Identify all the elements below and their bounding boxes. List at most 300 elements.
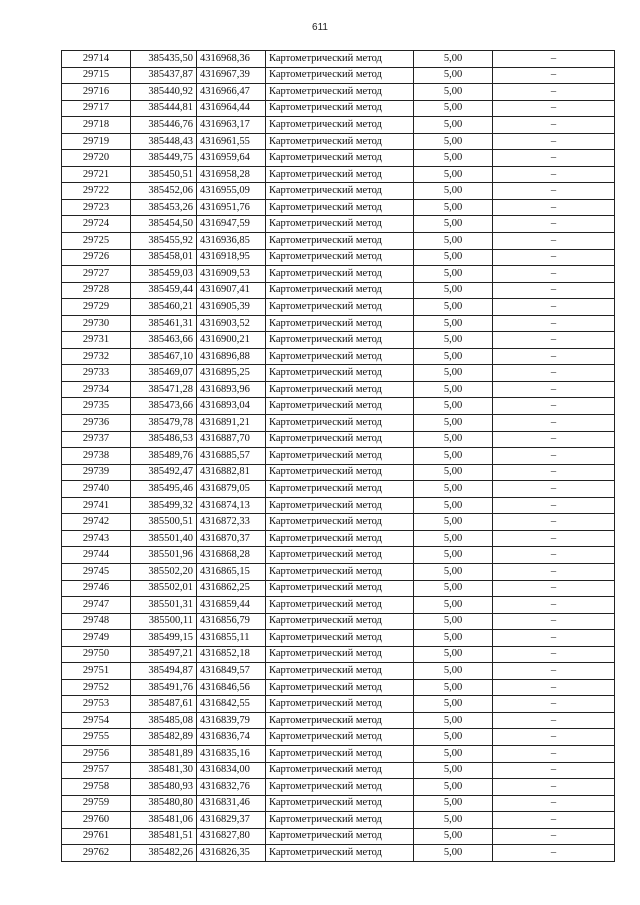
accuracy-cell: 5,00	[414, 795, 493, 812]
table-row	[62, 150, 615, 167]
method-cell: Картометрический метод	[266, 332, 414, 349]
accuracy-cell: 5,00	[414, 663, 493, 680]
note-cell: –	[493, 67, 615, 84]
x-coordinate-cell: 385481,30	[131, 762, 197, 779]
note-cell: –	[493, 133, 615, 150]
y-coordinate-cell: 4316865,15	[197, 563, 266, 580]
x-coordinate-cell: 385481,89	[131, 745, 197, 762]
y-coordinate-cell: 4316903,52	[197, 315, 266, 332]
accuracy-cell: 5,00	[414, 398, 493, 415]
table-row	[62, 415, 615, 432]
accuracy-cell: 5,00	[414, 431, 493, 448]
y-coordinate-cell: 4316885,57	[197, 448, 266, 465]
y-coordinate-cell: 4316826,35	[197, 845, 266, 862]
y-coordinate-cell: 4316955,09	[197, 183, 266, 200]
accuracy-cell: 5,00	[414, 514, 493, 531]
note-cell: –	[493, 150, 615, 167]
accuracy-cell: 5,00	[414, 166, 493, 183]
method-cell: Картометрический метод	[266, 779, 414, 796]
accuracy-cell: 5,00	[414, 845, 493, 862]
note-cell: –	[493, 199, 615, 216]
x-coordinate-cell: 385459,03	[131, 266, 197, 283]
note-cell: –	[493, 481, 615, 498]
point-number-cell: 29762	[62, 845, 131, 862]
note-cell: –	[493, 795, 615, 812]
note-cell: –	[493, 745, 615, 762]
table-row	[62, 348, 615, 365]
accuracy-cell: 5,00	[414, 415, 493, 432]
x-coordinate-cell: 385444,81	[131, 100, 197, 117]
method-cell: Картометрический метод	[266, 199, 414, 216]
point-number-cell: 29738	[62, 448, 131, 465]
table-row	[62, 448, 615, 465]
point-number-cell: 29728	[62, 282, 131, 299]
note-cell: –	[493, 266, 615, 283]
y-coordinate-cell: 4316907,41	[197, 282, 266, 299]
x-coordinate-cell: 385481,06	[131, 812, 197, 829]
accuracy-cell: 5,00	[414, 547, 493, 564]
note-cell: –	[493, 415, 615, 432]
table-row	[62, 365, 615, 382]
accuracy-cell: 5,00	[414, 729, 493, 746]
method-cell: Картометрический метод	[266, 812, 414, 829]
method-cell: Картометрический метод	[266, 67, 414, 84]
accuracy-cell: 5,00	[414, 745, 493, 762]
point-number-cell: 29751	[62, 663, 131, 680]
method-cell: Картометрический метод	[266, 84, 414, 101]
accuracy-cell: 5,00	[414, 299, 493, 316]
note-cell: –	[493, 183, 615, 200]
y-coordinate-cell: 4316963,17	[197, 117, 266, 134]
x-coordinate-cell: 385435,50	[131, 51, 197, 68]
x-coordinate-cell: 385495,46	[131, 481, 197, 498]
point-number-cell: 29752	[62, 679, 131, 696]
method-cell: Картометрический метод	[266, 117, 414, 134]
method-cell: Картометрический метод	[266, 845, 414, 862]
point-number-cell: 29717	[62, 100, 131, 117]
method-cell: Картометрический метод	[266, 216, 414, 233]
method-cell: Картометрический метод	[266, 233, 414, 250]
accuracy-cell: 5,00	[414, 117, 493, 134]
y-coordinate-cell: 4316967,39	[197, 67, 266, 84]
note-cell: –	[493, 779, 615, 796]
method-cell: Картометрический метод	[266, 762, 414, 779]
y-coordinate-cell: 4316893,96	[197, 381, 266, 398]
x-coordinate-cell: 385500,51	[131, 514, 197, 531]
y-coordinate-cell: 4316905,39	[197, 299, 266, 316]
accuracy-cell: 5,00	[414, 150, 493, 167]
accuracy-cell: 5,00	[414, 828, 493, 845]
note-cell: –	[493, 166, 615, 183]
x-coordinate-cell: 385494,87	[131, 663, 197, 680]
x-coordinate-cell: 385492,47	[131, 464, 197, 481]
note-cell: –	[493, 828, 615, 845]
point-number-cell: 29730	[62, 315, 131, 332]
y-coordinate-cell: 4316870,37	[197, 530, 266, 547]
note-cell: –	[493, 233, 615, 250]
note-cell: –	[493, 216, 615, 233]
note-cell: –	[493, 464, 615, 481]
table-row	[62, 779, 615, 796]
point-number-cell: 29718	[62, 117, 131, 134]
point-number-cell: 29732	[62, 348, 131, 365]
x-coordinate-cell: 385458,01	[131, 249, 197, 266]
table-row	[62, 315, 615, 332]
page-number: 611	[312, 22, 328, 33]
table-row	[62, 431, 615, 448]
method-cell: Картометрический метод	[266, 646, 414, 663]
accuracy-cell: 5,00	[414, 497, 493, 514]
accuracy-cell: 5,00	[414, 249, 493, 266]
accuracy-cell: 5,00	[414, 381, 493, 398]
x-coordinate-cell: 385437,87	[131, 67, 197, 84]
table-row	[62, 580, 615, 597]
table-row	[62, 795, 615, 812]
table-row	[62, 381, 615, 398]
accuracy-cell: 5,00	[414, 332, 493, 349]
x-coordinate-cell: 385452,06	[131, 183, 197, 200]
point-number-cell: 29742	[62, 514, 131, 531]
note-cell: –	[493, 398, 615, 415]
point-number-cell: 29714	[62, 51, 131, 68]
point-number-cell: 29756	[62, 745, 131, 762]
accuracy-cell: 5,00	[414, 646, 493, 663]
y-coordinate-cell: 4316961,55	[197, 133, 266, 150]
point-number-cell: 29716	[62, 84, 131, 101]
x-coordinate-cell: 385480,80	[131, 795, 197, 812]
point-number-cell: 29734	[62, 381, 131, 398]
table-row	[62, 67, 615, 84]
accuracy-cell: 5,00	[414, 762, 493, 779]
method-cell: Картометрический метод	[266, 51, 414, 68]
note-cell: –	[493, 679, 615, 696]
point-number-cell: 29745	[62, 563, 131, 580]
method-cell: Картометрический метод	[266, 150, 414, 167]
note-cell: –	[493, 348, 615, 365]
point-number-cell: 29753	[62, 696, 131, 713]
x-coordinate-cell: 385453,26	[131, 199, 197, 216]
accuracy-cell: 5,00	[414, 597, 493, 614]
method-cell: Картометрический метод	[266, 613, 414, 630]
accuracy-cell: 5,00	[414, 67, 493, 84]
point-number-cell: 29740	[62, 481, 131, 498]
method-cell: Картометрический метод	[266, 481, 414, 498]
x-coordinate-cell: 385482,26	[131, 845, 197, 862]
table-row	[62, 464, 615, 481]
point-number-cell: 29744	[62, 547, 131, 564]
method-cell: Картометрический метод	[266, 828, 414, 845]
accuracy-cell: 5,00	[414, 712, 493, 729]
y-coordinate-cell: 4316964,44	[197, 100, 266, 117]
method-cell: Картометрический метод	[266, 381, 414, 398]
method-cell: Картометрический метод	[266, 514, 414, 531]
accuracy-cell: 5,00	[414, 216, 493, 233]
x-coordinate-cell: 385491,76	[131, 679, 197, 696]
method-cell: Картометрический метод	[266, 547, 414, 564]
x-coordinate-cell: 385480,93	[131, 779, 197, 796]
accuracy-cell: 5,00	[414, 779, 493, 796]
table-row	[62, 100, 615, 117]
accuracy-cell: 5,00	[414, 266, 493, 283]
method-cell: Картометрический метод	[266, 183, 414, 200]
point-number-cell: 29726	[62, 249, 131, 266]
note-cell: –	[493, 530, 615, 547]
note-cell: –	[493, 597, 615, 614]
note-cell: –	[493, 613, 615, 630]
table-row	[62, 828, 615, 845]
x-coordinate-cell: 385449,75	[131, 150, 197, 167]
table-row	[62, 266, 615, 283]
note-cell: –	[493, 547, 615, 564]
x-coordinate-cell: 385469,07	[131, 365, 197, 382]
accuracy-cell: 5,00	[414, 51, 493, 68]
accuracy-cell: 5,00	[414, 696, 493, 713]
point-number-cell: 29721	[62, 166, 131, 183]
y-coordinate-cell: 4316862,25	[197, 580, 266, 597]
point-number-cell: 29747	[62, 597, 131, 614]
table-row	[62, 497, 615, 514]
accuracy-cell: 5,00	[414, 448, 493, 465]
method-cell: Картометрический метод	[266, 348, 414, 365]
x-coordinate-cell: 385501,31	[131, 597, 197, 614]
table-row	[62, 183, 615, 200]
note-cell: –	[493, 100, 615, 117]
point-number-cell: 29736	[62, 415, 131, 432]
x-coordinate-cell: 385461,31	[131, 315, 197, 332]
y-coordinate-cell: 4316829,37	[197, 812, 266, 829]
table-row	[62, 630, 615, 647]
y-coordinate-cell: 4316879,05	[197, 481, 266, 498]
method-cell: Картометрический метод	[266, 249, 414, 266]
y-coordinate-cell: 4316951,76	[197, 199, 266, 216]
table-row	[62, 299, 615, 316]
note-cell: –	[493, 448, 615, 465]
method-cell: Картометрический метод	[266, 365, 414, 382]
note-cell: –	[493, 845, 615, 862]
table-row	[62, 332, 615, 349]
x-coordinate-cell: 385487,61	[131, 696, 197, 713]
y-coordinate-cell: 4316887,70	[197, 431, 266, 448]
note-cell: –	[493, 812, 615, 829]
note-cell: –	[493, 332, 615, 349]
point-number-cell: 29733	[62, 365, 131, 382]
note-cell: –	[493, 663, 615, 680]
note-cell: –	[493, 630, 615, 647]
method-cell: Картометрический метод	[266, 315, 414, 332]
y-coordinate-cell: 4316947,59	[197, 216, 266, 233]
table-row	[62, 481, 615, 498]
method-cell: Картометрический метод	[266, 580, 414, 597]
table-row	[62, 745, 615, 762]
note-cell: –	[493, 51, 615, 68]
point-number-cell: 29737	[62, 431, 131, 448]
note-cell: –	[493, 762, 615, 779]
point-number-cell: 29750	[62, 646, 131, 663]
accuracy-cell: 5,00	[414, 183, 493, 200]
method-cell: Картометрический метод	[266, 679, 414, 696]
table-row	[62, 679, 615, 696]
table-body	[62, 51, 615, 862]
note-cell: –	[493, 315, 615, 332]
point-number-cell: 29746	[62, 580, 131, 597]
point-number-cell: 29755	[62, 729, 131, 746]
note-cell: –	[493, 84, 615, 101]
table-row	[62, 282, 615, 299]
table-row	[62, 166, 615, 183]
note-cell: –	[493, 497, 615, 514]
point-number-cell: 29727	[62, 266, 131, 283]
method-cell: Картометрический метод	[266, 133, 414, 150]
x-coordinate-cell: 385473,66	[131, 398, 197, 415]
point-number-cell: 29735	[62, 398, 131, 415]
point-number-cell: 29725	[62, 233, 131, 250]
note-cell: –	[493, 712, 615, 729]
note-cell: –	[493, 514, 615, 531]
note-cell: –	[493, 696, 615, 713]
x-coordinate-cell: 385486,53	[131, 431, 197, 448]
table-row	[62, 696, 615, 713]
note-cell: –	[493, 249, 615, 266]
table-row	[62, 133, 615, 150]
x-coordinate-cell: 385463,66	[131, 332, 197, 349]
y-coordinate-cell: 4316872,33	[197, 514, 266, 531]
method-cell: Картометрический метод	[266, 729, 414, 746]
x-coordinate-cell: 385499,15	[131, 630, 197, 647]
table-row	[62, 530, 615, 547]
method-cell: Картометрический метод	[266, 398, 414, 415]
note-cell: –	[493, 117, 615, 134]
note-cell: –	[493, 646, 615, 663]
y-coordinate-cell: 4316966,47	[197, 84, 266, 101]
y-coordinate-cell: 4316834,00	[197, 762, 266, 779]
note-cell: –	[493, 431, 615, 448]
point-number-cell: 29757	[62, 762, 131, 779]
x-coordinate-cell: 385502,20	[131, 563, 197, 580]
point-number-cell: 29748	[62, 613, 131, 630]
point-number-cell: 29754	[62, 712, 131, 729]
method-cell: Картометрический метод	[266, 299, 414, 316]
accuracy-cell: 5,00	[414, 563, 493, 580]
method-cell: Картометрический метод	[266, 266, 414, 283]
table-row	[62, 117, 615, 134]
y-coordinate-cell: 4316839,79	[197, 712, 266, 729]
accuracy-cell: 5,00	[414, 613, 493, 630]
accuracy-cell: 5,00	[414, 84, 493, 101]
y-coordinate-cell: 4316859,44	[197, 597, 266, 614]
y-coordinate-cell: 4316968,36	[197, 51, 266, 68]
y-coordinate-cell: 4316874,13	[197, 497, 266, 514]
y-coordinate-cell: 4316882,81	[197, 464, 266, 481]
method-cell: Картометрический метод	[266, 663, 414, 680]
table-row	[62, 84, 615, 101]
method-cell: Картометрический метод	[266, 464, 414, 481]
table-row	[62, 812, 615, 829]
method-cell: Картометрический метод	[266, 597, 414, 614]
x-coordinate-cell: 385499,32	[131, 497, 197, 514]
y-coordinate-cell: 4316893,04	[197, 398, 266, 415]
method-cell: Картометрический метод	[266, 100, 414, 117]
point-number-cell: 29739	[62, 464, 131, 481]
x-coordinate-cell: 385479,78	[131, 415, 197, 432]
point-number-cell: 29760	[62, 812, 131, 829]
y-coordinate-cell: 4316936,85	[197, 233, 266, 250]
method-cell: Картометрический метод	[266, 431, 414, 448]
x-coordinate-cell: 385500,11	[131, 613, 197, 630]
method-cell: Картометрический метод	[266, 415, 414, 432]
table-row	[62, 845, 615, 862]
table-row	[62, 398, 615, 415]
x-coordinate-cell: 385481,51	[131, 828, 197, 845]
point-number-cell: 29720	[62, 150, 131, 167]
note-cell: –	[493, 365, 615, 382]
method-cell: Картометрический метод	[266, 745, 414, 762]
x-coordinate-cell: 385460,21	[131, 299, 197, 316]
point-number-cell: 29761	[62, 828, 131, 845]
note-cell: –	[493, 580, 615, 597]
y-coordinate-cell: 4316835,16	[197, 745, 266, 762]
x-coordinate-cell: 385446,76	[131, 117, 197, 134]
method-cell: Картометрический метод	[266, 712, 414, 729]
y-coordinate-cell: 4316842,55	[197, 696, 266, 713]
method-cell: Картометрический метод	[266, 497, 414, 514]
accuracy-cell: 5,00	[414, 481, 493, 498]
table-row	[62, 597, 615, 614]
y-coordinate-cell: 4316836,74	[197, 729, 266, 746]
y-coordinate-cell: 4316891,21	[197, 415, 266, 432]
y-coordinate-cell: 4316832,76	[197, 779, 266, 796]
accuracy-cell: 5,00	[414, 233, 493, 250]
note-cell: –	[493, 299, 615, 316]
method-cell: Картометрический метод	[266, 448, 414, 465]
table-row	[62, 729, 615, 746]
y-coordinate-cell: 4316846,56	[197, 679, 266, 696]
method-cell: Картометрический метод	[266, 530, 414, 547]
point-number-cell: 29719	[62, 133, 131, 150]
y-coordinate-cell: 4316855,11	[197, 630, 266, 647]
accuracy-cell: 5,00	[414, 679, 493, 696]
table-row	[62, 51, 615, 68]
note-cell: –	[493, 282, 615, 299]
y-coordinate-cell: 4316958,28	[197, 166, 266, 183]
y-coordinate-cell: 4316895,25	[197, 365, 266, 382]
x-coordinate-cell: 385450,51	[131, 166, 197, 183]
accuracy-cell: 5,00	[414, 580, 493, 597]
y-coordinate-cell: 4316909,53	[197, 266, 266, 283]
method-cell: Картометрический метод	[266, 282, 414, 299]
x-coordinate-cell: 385467,10	[131, 348, 197, 365]
point-number-cell: 29741	[62, 497, 131, 514]
accuracy-cell: 5,00	[414, 630, 493, 647]
accuracy-cell: 5,00	[414, 348, 493, 365]
x-coordinate-cell: 385501,40	[131, 530, 197, 547]
table-row	[62, 249, 615, 266]
x-coordinate-cell: 385485,08	[131, 712, 197, 729]
point-number-cell: 29729	[62, 299, 131, 316]
x-coordinate-cell: 385454,50	[131, 216, 197, 233]
table-row	[62, 216, 615, 233]
x-coordinate-cell: 385501,96	[131, 547, 197, 564]
method-cell: Картометрический метод	[266, 630, 414, 647]
method-cell: Картометрический метод	[266, 696, 414, 713]
point-number-cell: 29724	[62, 216, 131, 233]
table-row	[62, 233, 615, 250]
point-number-cell: 29715	[62, 67, 131, 84]
x-coordinate-cell: 385440,92	[131, 84, 197, 101]
method-cell: Картометрический метод	[266, 563, 414, 580]
x-coordinate-cell: 385482,89	[131, 729, 197, 746]
note-cell: –	[493, 563, 615, 580]
y-coordinate-cell: 4316827,80	[197, 828, 266, 845]
